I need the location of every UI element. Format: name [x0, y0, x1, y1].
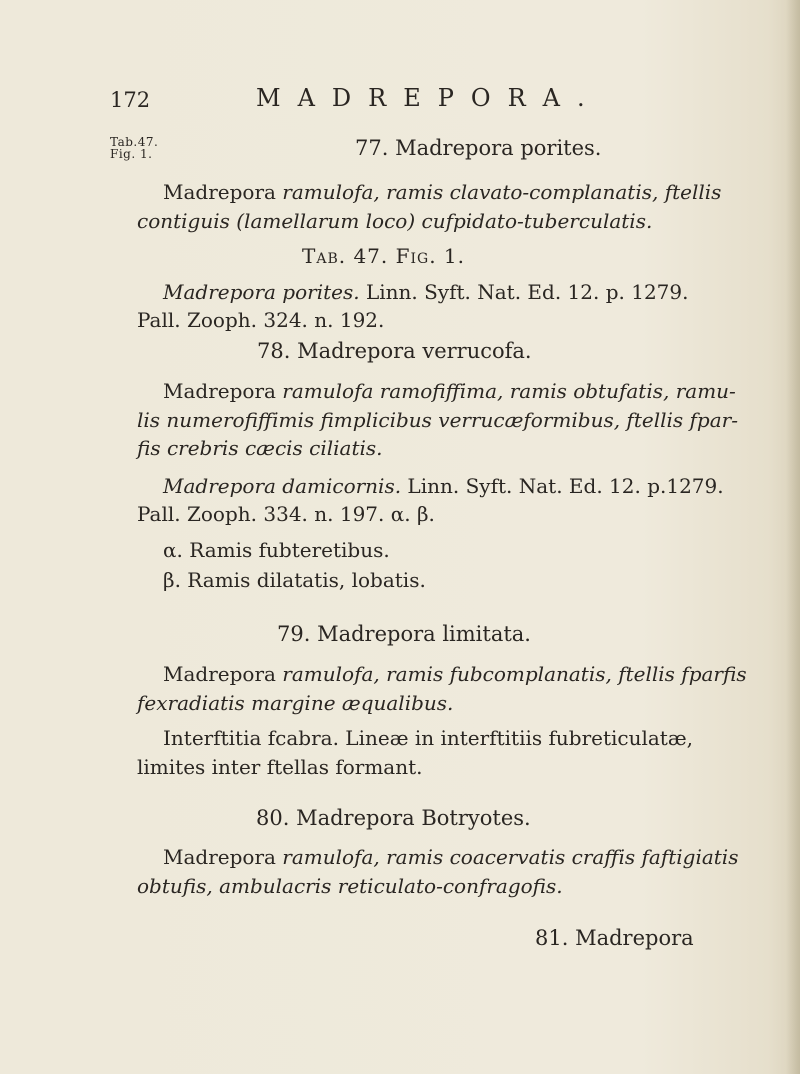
entry-79-heading: 79. Madrepora limitata.	[277, 622, 531, 646]
entry-77-synonym-2: Pall. Zooph. 324. n. 192.	[137, 308, 385, 332]
desc-roman: Madrepora	[163, 180, 283, 204]
entry-78-variety-beta: β. Ramis dilatatis, lobatis.	[163, 568, 426, 592]
entry-80-desc-line-2	[137, 874, 563, 898]
entry-80-desc-line-1	[163, 845, 738, 869]
margin-fig-note: Fig. 1.	[110, 147, 153, 161]
synonym-roman: Linn. Syft. Nat. Ed. 12. p. 1279.	[359, 280, 689, 304]
page-number: 172	[110, 88, 151, 112]
page-edge-shadow	[786, 0, 800, 1074]
margin-tab-note: Tab.47.	[110, 135, 159, 149]
entry-78-synonym-1	[163, 474, 724, 498]
desc-italic: fexradiatis margine æqualibus.	[137, 691, 454, 715]
entry-77-desc-line-1	[163, 180, 721, 204]
synonym-italic: Madrepora porites.	[163, 280, 360, 304]
desc-roman: Madrepora	[163, 662, 283, 686]
entry-77-synonym-1	[163, 280, 689, 304]
entry-78-synonym-2: Pall. Zooph. 334. n. 197. α. β.	[137, 502, 435, 526]
desc-roman: Madrepora	[163, 845, 283, 869]
entry-78-variety-alpha: α. Ramis fubteretibus.	[163, 538, 390, 562]
entry-79-note-2: limites inter ftellas formant.	[137, 755, 423, 779]
desc-roman: Madrepora	[163, 379, 283, 403]
catchword: 81. Madrepora	[535, 926, 694, 950]
entry-78-heading: 78. Madrepora verrucofa.	[257, 339, 532, 363]
desc-italic: ramulofa, ramis fubcomplanatis, ftellis fparfis	[282, 662, 747, 686]
desc-italic: ramulofa ramofiffima, ramis obtufatis, ramu-	[282, 379, 736, 403]
running-title: MADREPORA.	[256, 84, 602, 112]
desc-italic: lis numerofiffimis fimplicibus verrucæformibus, ftellis fpar-	[137, 408, 738, 432]
synonym-italic: Madrepora damicornis.	[163, 474, 402, 498]
entry-80-heading: 80. Madrepora Botryotes.	[256, 806, 531, 830]
entry-79-note-1: Interftitia fcabra. Lineæ in interftitiis fubreticulatæ,	[163, 726, 693, 750]
synonym-roman: Linn. Syft. Nat. Ed. 12. p.1279.	[401, 474, 724, 498]
entry-78-desc-line-2	[137, 408, 738, 432]
entry-79-desc-line-2	[137, 691, 453, 715]
desc-italic: ramulofa, ramis coacervatis craffis faftigiatis	[282, 845, 739, 869]
entry-79-desc-line-1	[163, 662, 747, 686]
desc-italic: obtufis, ambulacris reticulato-confragofis.	[137, 874, 563, 898]
entry-77-tab-ref: Tab. 47. Fig. 1.	[302, 244, 466, 268]
desc-italic: ramulofa, ramis clavato-complanatis, ftellis	[282, 180, 722, 204]
entry-77-heading: 77. Madrepora porites.	[355, 136, 602, 160]
entry-78-desc-line-3	[137, 436, 383, 460]
entry-77-desc-line-2	[137, 209, 652, 233]
desc-italic: fis crebris cæcis ciliatis.	[137, 436, 383, 460]
entry-78-desc-line-1	[163, 379, 736, 403]
desc-italic: contiguis (lamellarum loco) cufpidato-tuberculatis.	[137, 209, 653, 233]
